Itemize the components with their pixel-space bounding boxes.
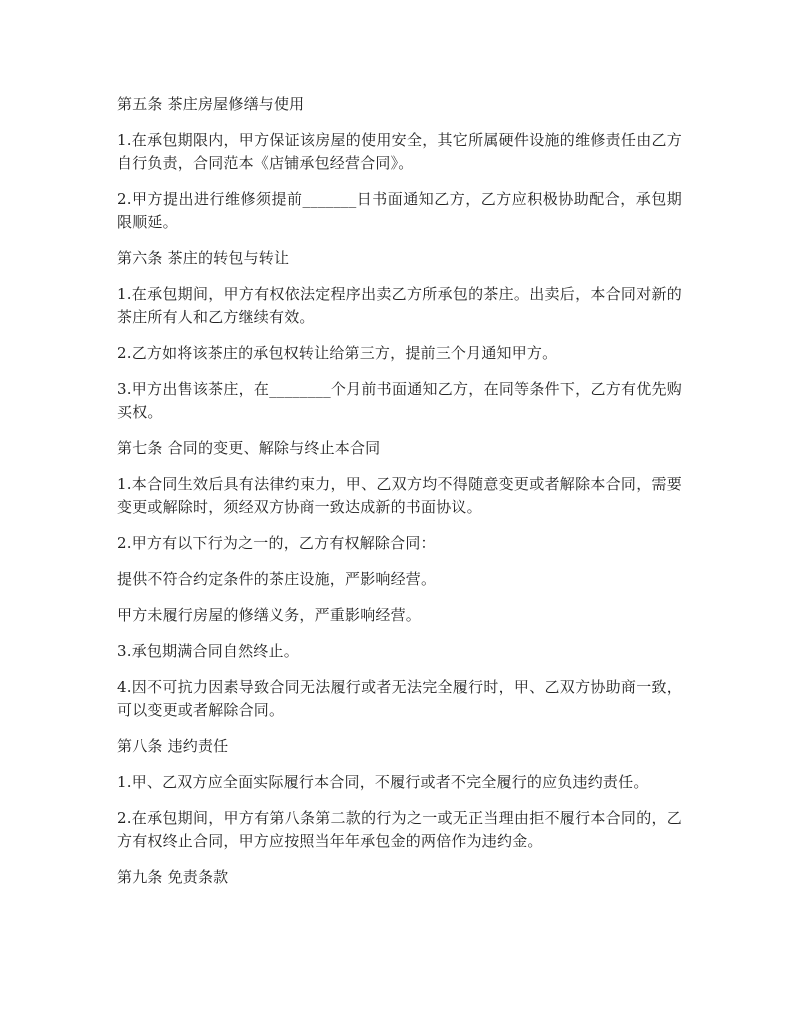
- section-heading-9: 第九条 免责条款: [117, 868, 229, 886]
- section-heading-7: 第七条 合同的变更、解除与终止本合同: [117, 439, 381, 457]
- clause-7-2-item-2: 甲方未履行房屋的修缮义务，严重影响经营。: [117, 606, 422, 624]
- section-heading-6: 第六条 茶庄的转包与转让: [117, 249, 290, 267]
- clause-7-2-item-1: 提供不符合约定条件的茶庄设施，严影响经营。: [117, 570, 437, 588]
- section-heading-8: 第八条 违约责任: [117, 737, 229, 755]
- clause-6-1: 1.在承包期间，甲方有权依法定程序出卖乙方所承包的茶庄。出卖后，本合同对新的茶庄所有人和乙方继续有效。: [117, 285, 682, 326]
- clause-5-2: 2.甲方提出进行维修须提前_______日书面通知乙方，乙方应积极协助配合，承包期限顺延。: [117, 190, 682, 231]
- clause-6-2: 2.乙方如将该茶庄的承包权转让给第三方，提前三个月通知甲方。: [117, 344, 558, 362]
- clause-5-1: 1.在承包期限内，甲方保证该房屋的使用安全，其它所属硬件设施的维修责任由乙方自行负责，合同范本《店铺承包经营合同》。: [117, 131, 682, 172]
- clause-7-2: 2.甲方有以下行为之一的，乙方有权解除合同：: [117, 534, 436, 552]
- clause-7-1: 1.本合同生效后具有法律约束力，甲、乙双方均不得随意变更或者解除本合同，需要变更或解除时，须经双方协商一致达成新的书面协议。: [117, 475, 682, 516]
- section-heading-5: 第五条 茶庄房屋修缮与使用: [117, 95, 305, 113]
- clause-8-1: 1.甲、乙双方应全面实际履行本合同，不履行或者不完全履行的应负违约责任。: [117, 773, 649, 791]
- clause-7-4: 4.因不可抗力因素导致合同无法履行或者无法完全履行时，甲、乙双方协助商一致，可以变更或者解除合同。: [117, 678, 682, 719]
- clause-8-2: 2.在承包期间，甲方有第八条第二款的行为之一或无正当理由拒不履行本合同的，乙方有权终止合同，甲方应按照当年年承包金的两倍作为违约金。: [117, 809, 682, 850]
- clause-6-3: 3.甲方出售该茶庄，在________个月前书面通知乙方，在同等条件下，乙方有优先购买权。: [117, 380, 682, 421]
- clause-7-3: 3.承包期满合同自然终止。: [117, 642, 299, 660]
- document-body: [117, 93, 682, 902]
